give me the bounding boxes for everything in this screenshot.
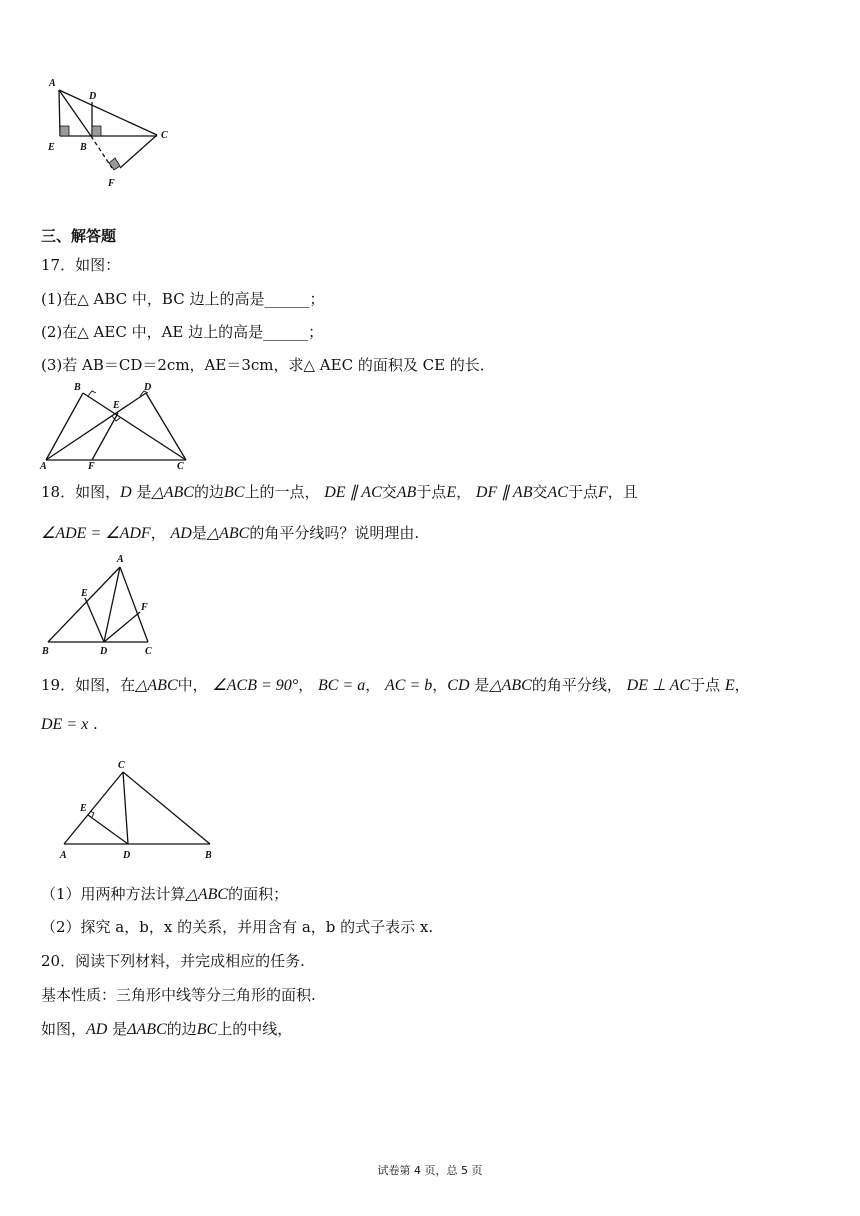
fig2-label-e: E: [113, 400, 120, 411]
q18-math: D: [120, 484, 132, 501]
q20-math: AD: [86, 1021, 108, 1038]
figure-3: [36, 550, 166, 660]
q19-text: 19．如图，在: [41, 676, 136, 694]
q18-text: 于点: [416, 483, 447, 501]
q19-math: AC = b: [385, 677, 433, 694]
q19-text: 于点: [690, 676, 725, 694]
fig4-label-a: A: [60, 850, 67, 861]
q19-text: 的面积；: [228, 885, 289, 903]
q18-text: 于点: [567, 483, 598, 501]
q18-math: △ABC: [151, 484, 194, 501]
q18-text: 是: [136, 483, 152, 501]
fig3-label-a: A: [117, 554, 124, 565]
q20-intro: 20．阅读下列材料，并完成相应的任务.: [41, 952, 305, 970]
q18-math: AB: [396, 484, 417, 501]
q18-math: E: [446, 484, 457, 501]
fig3-label-e: E: [81, 588, 88, 599]
q18-math: BC: [224, 484, 245, 501]
section-heading: 三、解答题: [41, 227, 117, 245]
q18-math: DE ∥ AC: [324, 484, 382, 501]
q19-text: ，: [298, 676, 314, 694]
fig3-label-d: D: [100, 646, 108, 657]
q20-text: 的边: [166, 1020, 197, 1038]
fig1-label-a: A: [49, 78, 56, 89]
q18-text: 交: [381, 483, 397, 501]
fig3-label-b: B: [42, 646, 49, 657]
fig2-label-d: D: [144, 382, 152, 393]
q19-sub-1: [41, 884, 288, 905]
q20-property: 基本性质：三角形中线等分三角形的面积.: [41, 986, 316, 1004]
fig1-label-f: F: [108, 178, 115, 189]
q18-math: ∠ADE = ∠ADF: [41, 525, 151, 542]
q19-text: ，: [432, 676, 448, 694]
fig2-label-a: A: [40, 461, 47, 471]
q18-text: 交: [532, 483, 548, 501]
figure-1: [40, 74, 180, 192]
fig1-label-b: B: [80, 142, 87, 153]
q19-text: .: [88, 715, 98, 733]
q19-math: BC = a: [317, 677, 366, 694]
q18-text: 是: [191, 524, 207, 542]
q18-math: AC: [547, 484, 568, 501]
fig2-label-b: B: [74, 382, 81, 393]
q19-math: ∠ACB = 90°: [212, 677, 299, 694]
fig2-label-f: F: [88, 461, 95, 471]
q18-text: 的角平分线吗？说明理由.: [249, 524, 420, 542]
fig3-label-f: F: [141, 602, 148, 613]
fig2-label-c: C: [177, 461, 184, 471]
q18-text: ，: [456, 483, 472, 501]
q19-text: 的角平分线，: [531, 676, 622, 694]
q19-line-1: [41, 675, 750, 696]
page-footer: 试卷第 4 页，总 5 页: [377, 1164, 483, 1177]
q17-part-2: (2)在△ AEC 中，AE 边上的高是______；: [41, 323, 324, 341]
q19-text: 中，: [177, 676, 208, 694]
q19-sub-2: （2）探究 a，b，x 的关系，并用含有 a，b 的式子表示 x.: [41, 918, 434, 936]
q17-intro: 17．如图：: [41, 256, 121, 274]
q19-text: ，: [365, 676, 381, 694]
q20-text: 如图，: [41, 1020, 87, 1038]
q18-math: F: [597, 484, 608, 501]
q20-math: BC: [196, 1021, 218, 1038]
fig1-label-d: D: [89, 91, 97, 102]
q18-text: 的边: [193, 483, 224, 501]
fig4-label-e: E: [80, 803, 87, 814]
q18-math: AD: [170, 525, 192, 542]
fig1-label-e: E: [48, 142, 55, 153]
q19-math: △ABC: [489, 677, 532, 694]
q18-text: ，: [150, 524, 166, 542]
q19-text: （1）用两种方法计算: [41, 885, 186, 903]
q18-text: 上的一点，: [244, 483, 320, 501]
q18-math: DF ∥ AB: [475, 484, 533, 501]
q18-text: ，且: [607, 483, 638, 501]
q20-line-3: [41, 1019, 292, 1040]
q17-part-1: (1)在△ ABC 中，BC 边上的高是______；: [41, 290, 325, 308]
fig4-label-c: C: [118, 760, 125, 771]
q20-text: 上的中线，: [217, 1020, 293, 1038]
q18-text: 18．如图，: [41, 483, 121, 501]
q19-math: △ABC: [135, 677, 178, 694]
q18-line-1: [41, 482, 638, 503]
q19-math: E: [724, 677, 735, 694]
q19-line-2: [41, 714, 98, 735]
q18-line-2: [41, 523, 419, 544]
figure-4: [52, 755, 222, 865]
q19-math: DE = x: [41, 716, 89, 733]
q19-math: CD: [447, 677, 470, 694]
q17-part-3: (3)若 AB＝CD＝2cm，AE＝3cm，求△ AEC 的面积及 CE 的长．: [41, 356, 495, 374]
q19-math: △ABC: [185, 886, 229, 903]
figure-2: [36, 379, 196, 471]
q19-math: DE ⊥ AC: [626, 677, 691, 694]
fig3-label-c: C: [145, 646, 152, 657]
q19-text: ，: [734, 676, 750, 694]
fig1-label-c: C: [161, 130, 168, 141]
q20-math: ΔABC: [127, 1021, 167, 1038]
q18-math: △ABC: [206, 525, 250, 542]
q20-text: 是: [112, 1020, 128, 1038]
fig4-label-b: B: [205, 850, 212, 861]
fig4-label-d: D: [123, 850, 131, 861]
q19-text: 是: [474, 676, 490, 694]
